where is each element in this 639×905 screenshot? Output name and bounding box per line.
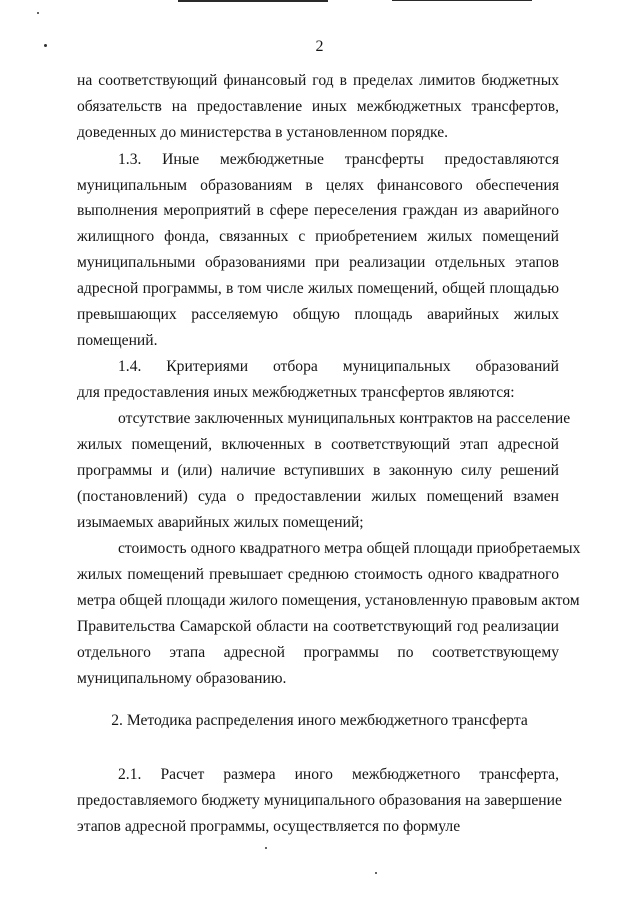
text-line: на соответствующий финансовый год в пределах лимитов бюджетных [77, 72, 559, 89]
text-line: метра общей площади жилого помещения, установленную правовым актом [77, 592, 580, 609]
section-heading: 2. Методика распределения иного межбюджетного трансферта [111, 712, 528, 729]
text-line: обязательств на предоставление иных межбюджетных трансфертов, [77, 98, 559, 115]
scan-edge-line-right [392, 0, 532, 1]
text-line: муниципальному образованию. [77, 670, 287, 687]
text-line: превышающих расселяемую общую площадь аварийных жилых [77, 306, 559, 323]
scan-speck [375, 872, 377, 874]
text-line: помещений. [77, 332, 158, 349]
text-line: для предоставления иных межбюджетных трансфертов являются: [77, 384, 515, 401]
text-line: муниципальными образованиями при реализации отдельных этапов [77, 254, 559, 271]
text-line: стоимость одного квадратного метра общей площади приобретаемых [118, 540, 581, 557]
text-line: жилищного фонда, связанных с приобретением жилых помещений [77, 228, 559, 245]
scan-speck [37, 12, 39, 14]
text-line: (постановлений) суда о предоставлении жилых помещений взамен [77, 488, 559, 505]
text-line: жилых помещений, включенных в соответствующий этап адресной [77, 436, 559, 453]
text-line: муниципальным образованиям в целях финансового обеспечения [77, 177, 559, 194]
text-line: программы и (или) наличие вступивших в законную силу решений [77, 462, 559, 479]
text-line: предоставляемого бюджету муниципального образования на завершение [77, 792, 562, 809]
text-line: отдельного этапа адресной программы по соответствующему [77, 644, 559, 661]
text-line: этапов адресной программы, осуществляется по формуле [77, 818, 461, 835]
text-line: 1.3. Иные межбюджетные трансферты предоставляются [118, 151, 559, 168]
page-number: 2 [315, 38, 324, 55]
text-line: Правительства Самарской области на соответствующий год реализации [77, 618, 559, 635]
text-line: адресной программы, в том числе жилых помещений, общей площадью [77, 280, 559, 297]
scan-edge-line-left [178, 0, 328, 2]
scan-speck [265, 847, 267, 849]
text-line: отсутствие заключенных муниципальных контрактов на расселение [118, 410, 571, 427]
text-line: 2.1. Расчет размера иного межбюджетного трансферта, [118, 766, 559, 783]
text-line: изымаемых аварийных жилых помещений; [77, 514, 364, 531]
text-line: выполнения мероприятий в сфере переселения граждан из аварийного [77, 202, 559, 219]
text-line: доведенных до министерства в установленном порядке. [77, 124, 449, 141]
text-line: жилых помещений превышает среднюю стоимость одного квадратного [77, 566, 559, 583]
text-line: 1.4. Критериями отбора муниципальных образований [118, 358, 559, 375]
